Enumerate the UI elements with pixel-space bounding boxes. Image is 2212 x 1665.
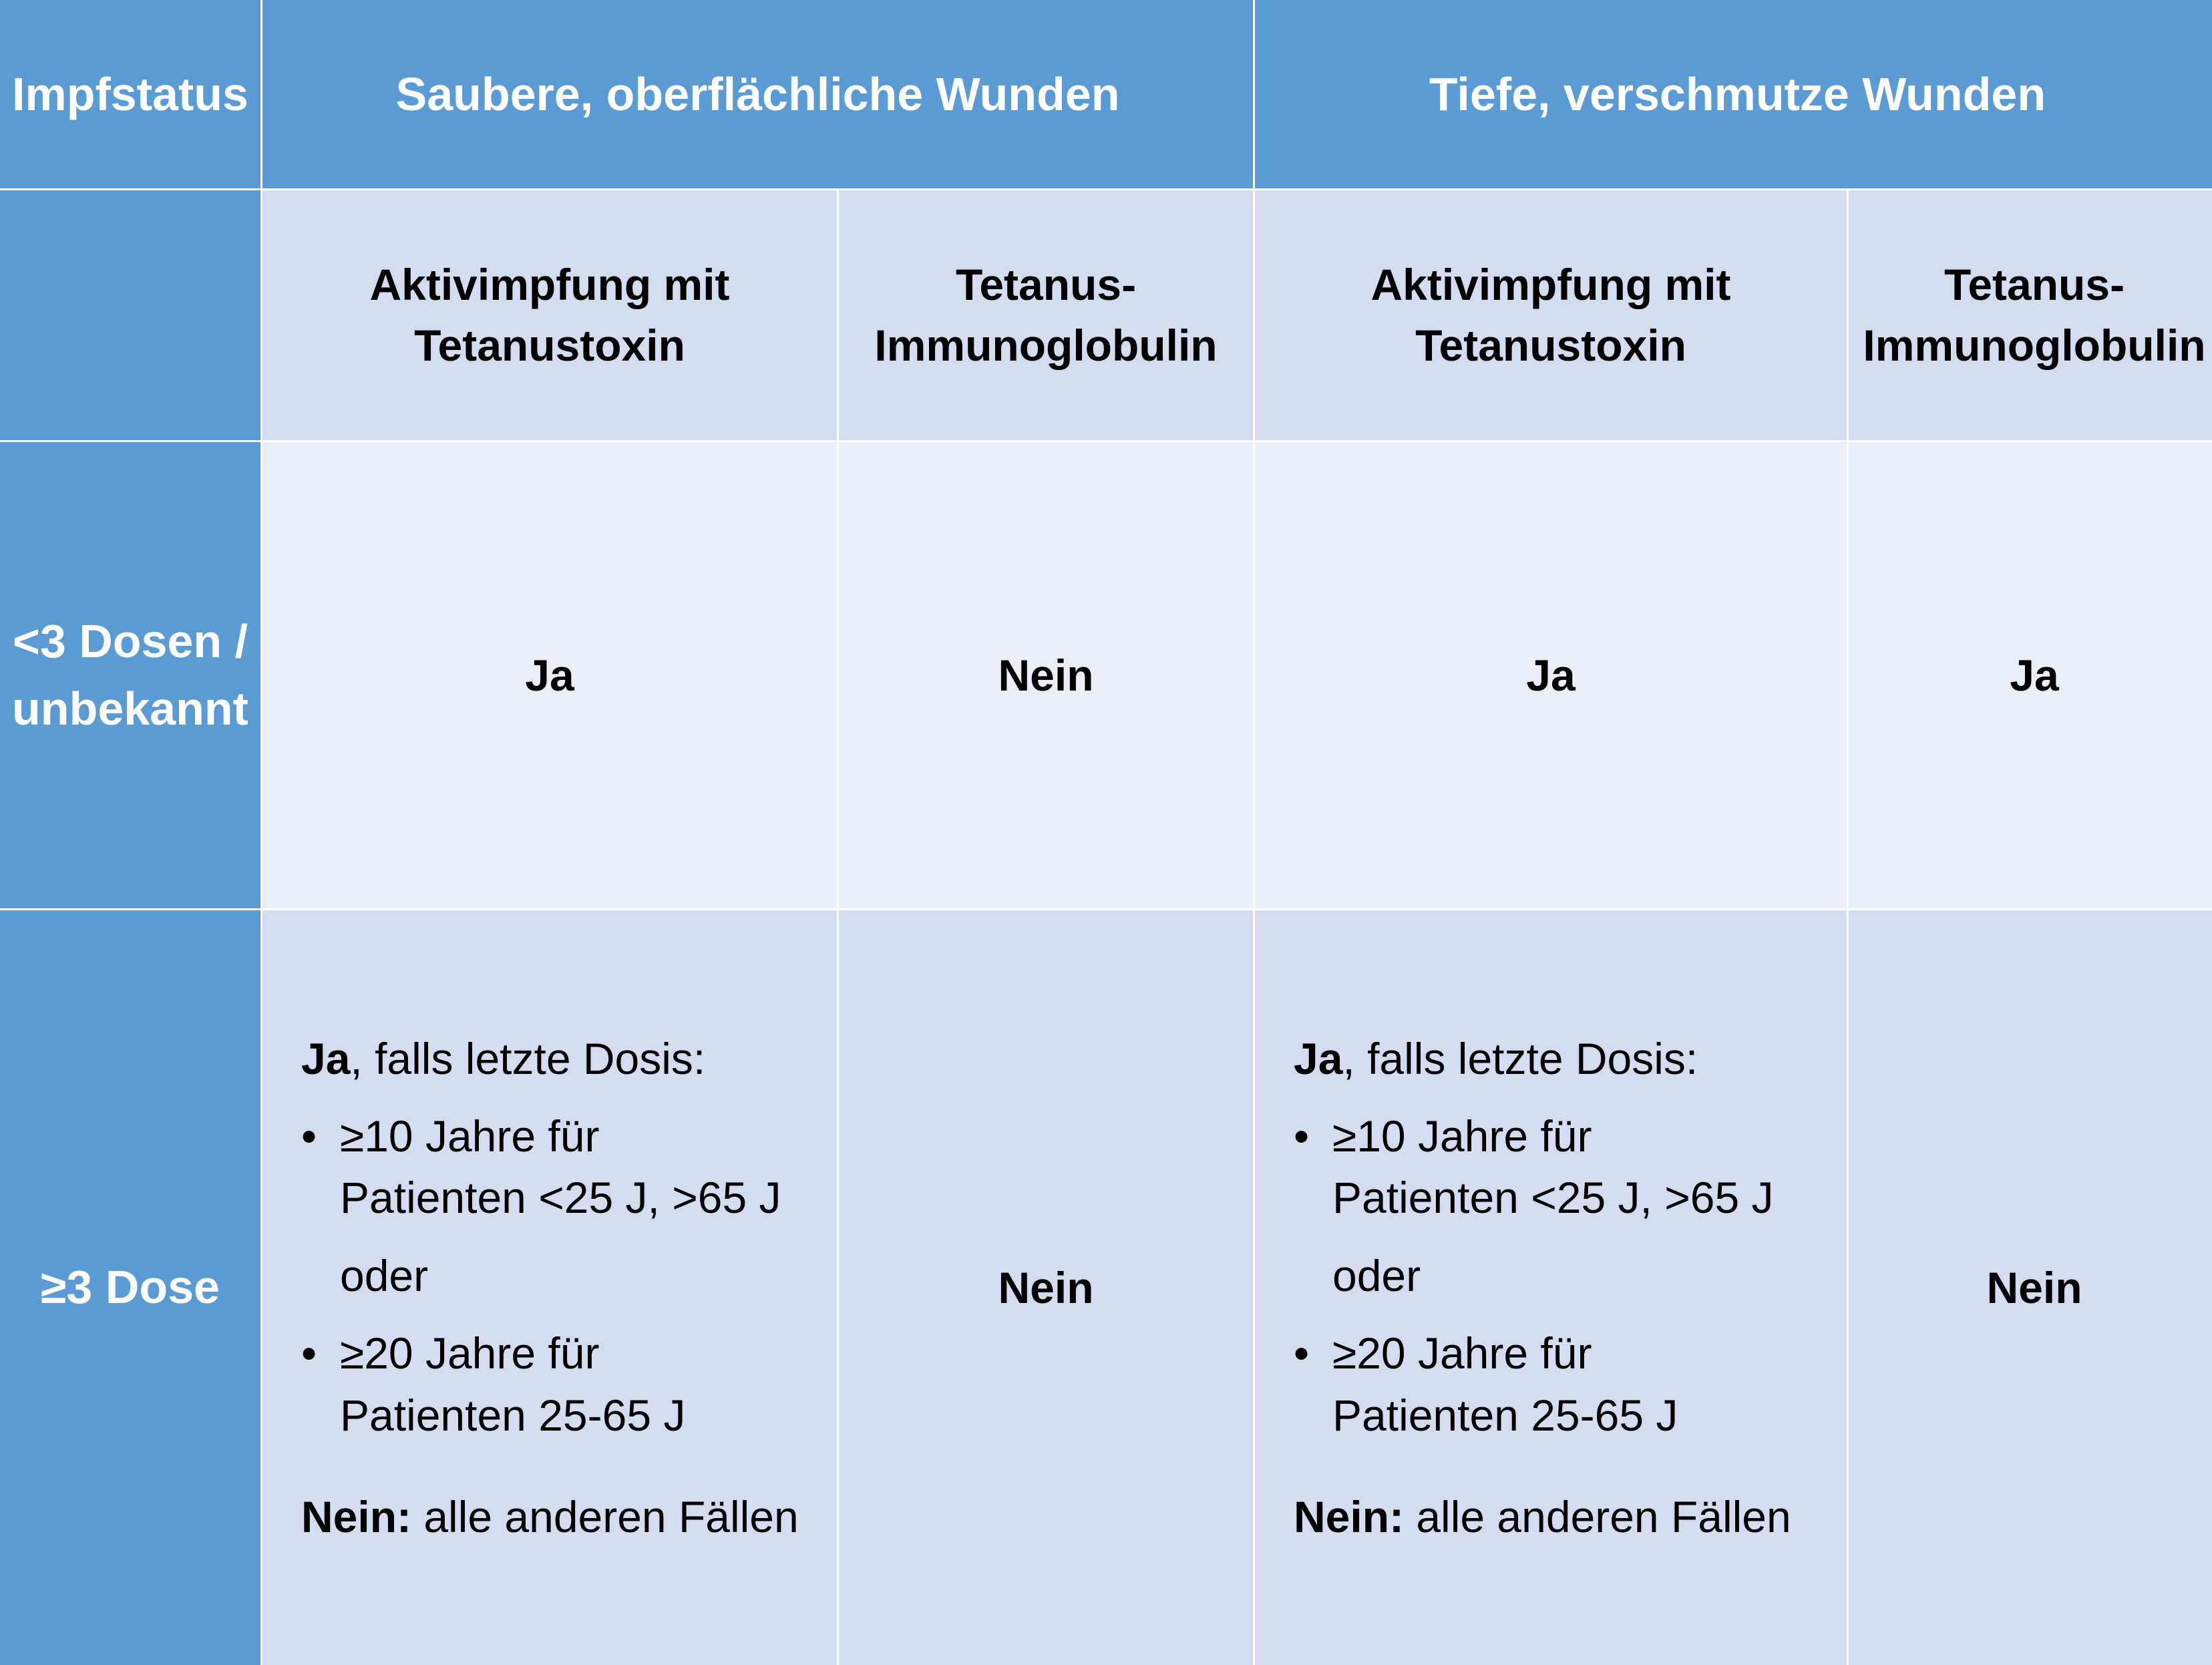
cell-value: Ja xyxy=(1526,651,1576,700)
header-dirty-wounds xyxy=(1255,0,2212,188)
rule-list xyxy=(1294,1105,1840,1229)
cell-value: Nein xyxy=(998,651,1094,700)
rule-bullet-item xyxy=(301,1322,830,1446)
subheader-dirty-immuno xyxy=(1849,190,2212,440)
cell-under3-dirty-active xyxy=(1255,442,1847,908)
cell-under3-dirty-immuno xyxy=(1849,442,2212,908)
rule-bullet-item xyxy=(301,1105,830,1229)
header-clean-wounds xyxy=(262,0,1253,188)
rule-intro xyxy=(301,1028,830,1089)
rule-intro-bold: Ja xyxy=(1294,1033,1343,1083)
subheader-line: Immunoglobulin xyxy=(1863,321,2206,370)
header-impfstatus xyxy=(0,0,260,188)
rule-bullet-line: Patienten <25 J, >65 J xyxy=(1332,1173,1774,1223)
rule-outro-rest: alle anderen Fällen xyxy=(411,1491,799,1541)
rule-intro-rest: , falls letzte Dosis: xyxy=(350,1033,706,1083)
bullet-icon: • xyxy=(1294,1111,1310,1161)
rule-or: oder xyxy=(340,1250,429,1300)
subheader-clean-active xyxy=(262,190,837,440)
rule-outro-bold: Nein: xyxy=(301,1491,411,1541)
subheader-clean-immuno xyxy=(839,190,1253,440)
bullet-icon: • xyxy=(301,1111,317,1161)
rule-list xyxy=(301,1322,830,1446)
cell-under3-clean-immuno xyxy=(839,442,1253,908)
rule-list xyxy=(1294,1322,1840,1446)
rule-bullet-item xyxy=(1294,1322,1840,1446)
cell-under3-clean-active xyxy=(262,442,837,908)
subheader-empty xyxy=(0,190,260,440)
rule-outro xyxy=(301,1486,830,1547)
row-status-3-plus xyxy=(0,910,260,1665)
subheader-line: Aktivimpfung mit xyxy=(369,259,730,309)
rule-bullet-line: ≥10 Jahre für xyxy=(1332,1111,1592,1161)
subheader-line: Tetanus- xyxy=(955,259,1137,309)
row-status-line: ≥3 Dose xyxy=(41,1261,220,1314)
subheader-line: Immunoglobulin xyxy=(874,321,1218,370)
subheader-line: Aktivimpfung mit xyxy=(1370,259,1731,309)
cell-3plus-dirty-active xyxy=(1255,910,1847,1665)
rule-outro-rest: alle anderen Fällen xyxy=(1404,1491,1791,1541)
header-impfstatus-label: Impfstatus xyxy=(12,67,248,120)
cell-value: Nein xyxy=(1986,1263,2082,1312)
rule-intro xyxy=(1294,1028,1840,1089)
cell-value: Ja xyxy=(525,651,574,700)
rule-outro xyxy=(1294,1486,1840,1547)
rule-bullet-line: Patienten <25 J, >65 J xyxy=(340,1173,781,1223)
rule-outro-bold: Nein: xyxy=(1294,1491,1404,1541)
cell-3plus-clean-immuno xyxy=(839,910,1253,1665)
rule-bullet-item xyxy=(1294,1105,1840,1229)
bullet-icon: • xyxy=(1294,1328,1310,1378)
rule-bullet-line: ≥20 Jahre für xyxy=(340,1328,600,1378)
header-dirty-wounds-label: Tiefe, verschmutze Wunden xyxy=(1429,67,2046,120)
rule-bullet-line: Patienten 25-65 J xyxy=(1332,1390,1678,1440)
subheader-line: Tetanustoxin xyxy=(414,321,685,370)
subheader-line: Tetanustoxin xyxy=(1415,321,1686,370)
rule-or: oder xyxy=(1332,1250,1421,1300)
cell-3plus-dirty-immuno xyxy=(1849,910,2212,1665)
cell-3plus-clean-active xyxy=(262,910,837,1665)
cell-value: Nein xyxy=(998,1263,1094,1312)
subheader-line: Tetanus- xyxy=(1944,259,2125,309)
subheader-dirty-active xyxy=(1255,190,1847,440)
rule-intro-rest: , falls letzte Dosis: xyxy=(1342,1033,1698,1083)
row-status-under-3 xyxy=(0,442,260,908)
rule-list xyxy=(301,1105,830,1229)
bullet-icon: • xyxy=(301,1328,317,1378)
rule-intro-bold: Ja xyxy=(301,1033,351,1083)
header-clean-wounds-label: Saubere, oberflächliche Wunden xyxy=(395,67,1120,120)
rule-bullet-line: ≥10 Jahre für xyxy=(340,1111,600,1161)
row-status-line: unbekannt xyxy=(12,683,248,735)
rule-bullet-line: ≥20 Jahre für xyxy=(1332,1328,1592,1378)
rule-bullet-line: Patienten 25-65 J xyxy=(340,1390,686,1440)
row-status-line: <3 Dosen / xyxy=(12,614,248,667)
cell-value: Ja xyxy=(2010,651,2059,700)
